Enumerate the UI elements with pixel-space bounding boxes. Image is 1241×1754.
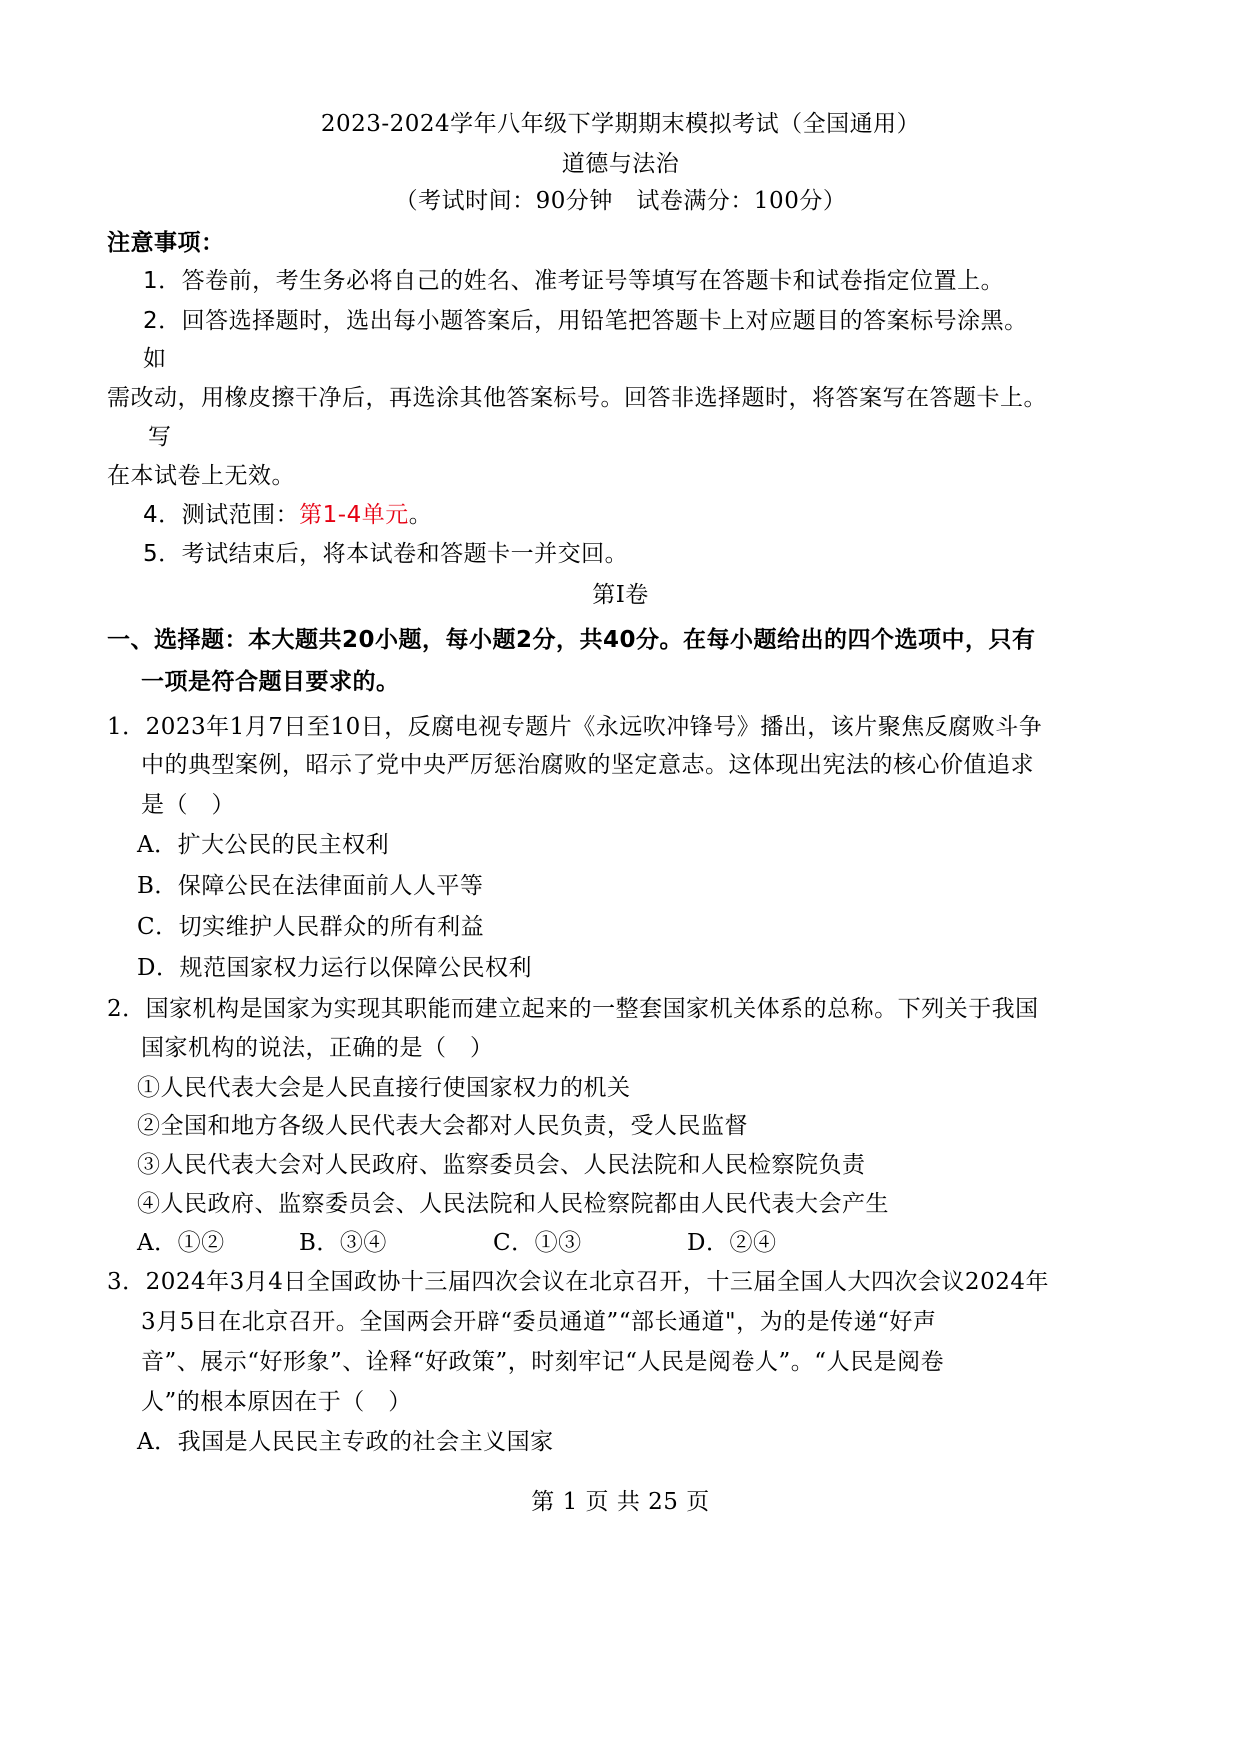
q3-stem-line-3: 音”、展示“好形象”、诠释“好政策”，时刻牢记“人民是阅卷人”。“人民是阅卷 bbox=[141, 1349, 945, 1375]
notice-item-2-wrap-2: 写 bbox=[148, 424, 172, 450]
notice-item-2-end: 在本试卷上无效。 bbox=[107, 463, 295, 489]
notice-item-4 bbox=[143, 500, 432, 530]
notice-item-2: 2．回答选择题时，选出每小题答案后，用铅笔把答题卡上对应题目的答案标号涂黑。 bbox=[143, 308, 1028, 334]
test-range: 第1-4单元 bbox=[299, 502, 409, 528]
notice-item-5: 5．考试结束后，将本试卷和答题卡一并交回。 bbox=[143, 541, 629, 567]
exam-title: 2023-2024学年八年级下学期期末模拟考试（全国通用） bbox=[320, 111, 921, 137]
q2-option-c: C．①③ bbox=[493, 1230, 582, 1256]
q2-statement-3: ③人民代表大会对人民政府、监察委员会、人民法院和人民检察院负责 bbox=[137, 1152, 866, 1178]
q1-option-c: C．切实维护人民群众的所有利益 bbox=[137, 914, 485, 940]
q3-option-a: A．我国是人民民主专政的社会主义国家 bbox=[137, 1429, 554, 1455]
notice-item-1: 1．答卷前，考生务必将自己的姓名、准考证号等填写在答题卡和试卷指定位置上。 bbox=[143, 268, 1005, 294]
notice-heading: 注意事项： bbox=[107, 230, 225, 256]
exam-time-info: （考试时间：90分钟 试卷满分：100分） bbox=[394, 188, 847, 214]
q2-stem-line-1: 2．国家机构是国家为实现其职能而建立起来的一整套国家机关体系的总称。下列关于我国 bbox=[107, 996, 1039, 1022]
q3-stem-line-2: 3月5日在北京召开。全国两会开辟“委员通道”“部长通道"，为的是传递“好声 bbox=[141, 1309, 937, 1335]
notice-item-4-suffix: 。 bbox=[408, 502, 433, 528]
subject-title: 道德与法治 bbox=[561, 151, 680, 177]
volume-title: 第Ⅰ卷 bbox=[592, 582, 649, 608]
q1-option-a: A．扩大公民的民主权利 bbox=[137, 832, 390, 858]
q3-stem-line-1: 3．2024年3月4日全国政协十三届四次会议在北京召开，十三届全国人大四次会议2024年 bbox=[107, 1269, 1049, 1295]
section-heading-cont: 一项是符合题目要求的。 bbox=[141, 669, 400, 695]
q3-stem-line-4: 人”的根本原因在于（ ） bbox=[141, 1389, 412, 1415]
q1-option-b: B．保障公民在法律面前人人平等 bbox=[137, 873, 484, 899]
q2-option-a: A．①② bbox=[137, 1230, 225, 1256]
page-footer: 第 1 页 共 25 页 bbox=[531, 1489, 710, 1515]
q2-statement-4: ④人民政府、监察委员会、人民法院和人民检察院都由人民代表大会产生 bbox=[137, 1191, 889, 1217]
notice-item-2-cont: 需改动，用橡皮擦干净后，再选涂其他答案标号。回答非选择题时，将答案写在答题卡上。 bbox=[107, 385, 1047, 411]
q2-stem-line-2: 国家机构的说法，正确的是（ ） bbox=[141, 1035, 494, 1061]
q2-statement-2: ②全国和地方各级人民代表大会都对人民负责，受人民监督 bbox=[137, 1113, 748, 1139]
q1-stem-line-3: 是（ ） bbox=[141, 792, 235, 818]
q1-stem-line-1: 1．2023年1月7日至10日，反腐电视专题片《永远吹冲锋号》播出，该片聚焦反腐败斗争 bbox=[107, 714, 1043, 740]
q2-option-b: B．③④ bbox=[299, 1230, 387, 1256]
q2-statement-1: ①人民代表大会是人民直接行使国家权力的机关 bbox=[137, 1075, 631, 1101]
section-heading: 一、选择题：本大题共20小题，每小题2分，共40分。在每小题给出的四个选项中，只有 bbox=[107, 627, 1036, 653]
q1-stem-line-2: 中的典型案例，昭示了党中央严厉惩治腐败的坚定意志。这体现出宪法的核心价值追求 bbox=[141, 752, 1034, 778]
q2-option-d: D．②④ bbox=[687, 1230, 777, 1256]
notice-item-2-wrap-1: 如 bbox=[143, 346, 167, 372]
notice-item-4-prefix: 4．测试范围： bbox=[143, 502, 300, 528]
q1-option-d: D．规范国家权力运行以保障公民权利 bbox=[137, 955, 532, 981]
